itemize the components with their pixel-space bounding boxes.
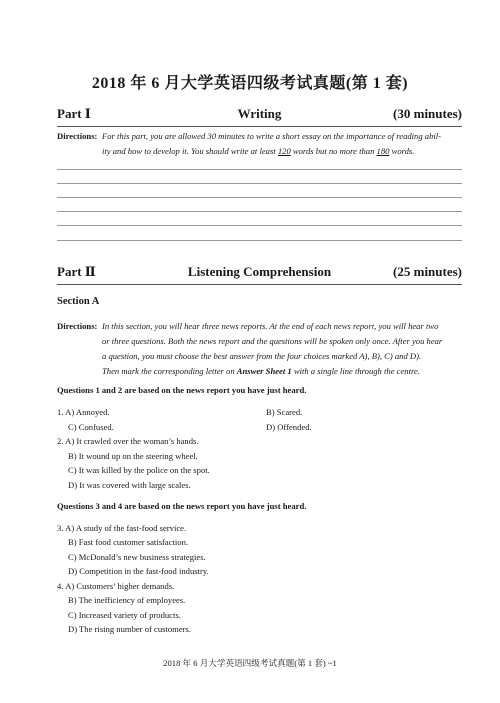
part1-directions-line1: For this part, you are allowed 30 minutes to write a short essay on the importance of reading abil- — [102, 131, 442, 141]
section-a-directions — [57, 319, 462, 379]
part2-name: Listening Comprehension — [187, 264, 332, 279]
q3-option-a[interactable]: 3. A) A study of the fast-food service. — [57, 523, 187, 533]
writing-line[interactable] — [57, 169, 462, 170]
q1-option-a[interactable]: 1. A) Annoyed. — [57, 407, 110, 417]
q2-option-a[interactable]: 2. A) It crawled over the woman’s hands. — [57, 436, 199, 446]
q4-option-c[interactable]: C) Increased variety of products. — [68, 610, 181, 620]
q1-option-c[interactable]: C) Confused. — [68, 422, 114, 432]
q4-option-a[interactable]: 4. A) Customers’ higher demands. — [57, 581, 175, 591]
section-a-directions-line2: or three questions. Both the news report and the questions will be spoken only once. After you hear — [102, 336, 443, 346]
writing-line[interactable] — [57, 240, 462, 241]
page-footer: 2018 年 6 月大学英语四级考试真题(第 1 套) ~1 — [163, 658, 337, 668]
section-a-directions-line4: Then mark the corresponding letter on Answer Sheet 1 with a single line through the centre. — [102, 366, 420, 376]
q1-option-d[interactable]: D) Offended. — [266, 422, 312, 432]
q3-option-d[interactable]: D) Competition in the fast-food industry. — [68, 566, 209, 576]
part1-name: Writing — [237, 106, 282, 121]
writing-line[interactable] — [57, 197, 462, 198]
part2-rule — [57, 284, 462, 285]
part1-header — [57, 106, 462, 124]
part1-rule — [57, 126, 462, 127]
q2-option-d[interactable]: D) It was covered with large scales. — [68, 480, 191, 490]
section-a-directions-label: Directions: — [57, 321, 98, 331]
part1-directions-line2: ity and how to develop it. You should write at least 120 words but no more than 180 words. — [102, 146, 415, 156]
writing-line[interactable] — [57, 225, 462, 226]
q2-option-b[interactable]: B) It wound up on the steering wheel. — [68, 451, 198, 461]
section-a-directions-line3: a question, you must choose the best answer from the four choices marked A), B), C) and D). — [102, 351, 422, 361]
part1-directions — [57, 129, 462, 159]
q4-option-b[interactable]: B) The inefficiency of employees. — [68, 595, 186, 605]
questions-3-4-heading: Questions 3 and 4 are based on the news report you have just heard. — [57, 501, 307, 511]
questions-1-2-heading: Questions 1 and 2 are based on the news report you have just heard. — [57, 385, 307, 395]
section-a-directions-line1: In this section, you will hear three news reports. At the end of each news report, you will hear two — [102, 321, 439, 331]
writing-line[interactable] — [57, 183, 462, 184]
part2-label: Part Ⅱ — [57, 264, 96, 279]
part2-header — [57, 264, 462, 282]
q2-option-c[interactable]: C) It was killed by the police on the spot. — [68, 465, 210, 475]
q3-option-c[interactable]: C) McDonald’s new business strategies. — [68, 552, 206, 562]
q3-option-b[interactable]: B) Fast food customer satisfaction. — [68, 537, 189, 547]
page-title: 2018 年 6 月大学英语四级考试真题(第 1 套) — [91, 75, 409, 92]
q4-option-d[interactable]: D) The rising number of customers. — [68, 624, 191, 634]
section-a-title: Section A — [57, 296, 100, 307]
writing-line[interactable] — [57, 211, 462, 212]
part1-directions-label: Directions: — [57, 131, 98, 141]
part1-label: Part Ⅰ — [57, 106, 91, 121]
part1-time: (30 minutes) — [393, 106, 462, 121]
part2-time: (25 minutes) — [393, 264, 462, 279]
q1-option-b[interactable]: B) Scared. — [266, 407, 303, 417]
